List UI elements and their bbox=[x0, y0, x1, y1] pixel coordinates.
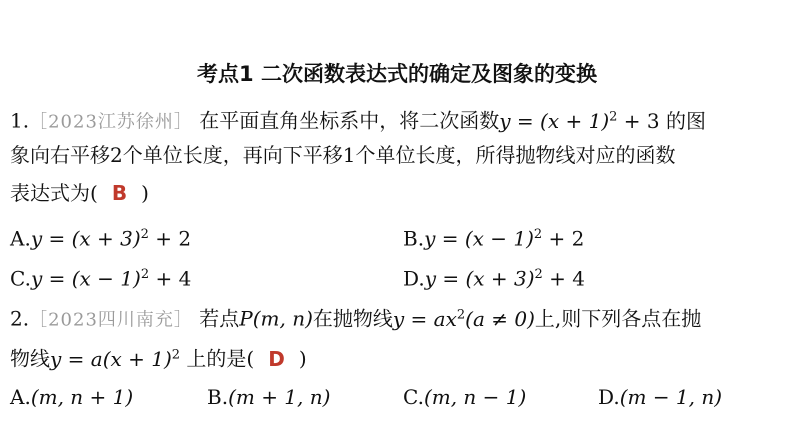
q2-source: ［2023四川南充］ bbox=[29, 309, 193, 331]
q1-answer: B bbox=[111, 181, 128, 205]
q2-line2: 物线$y = a(x + 1)^2$ 上的是( D ) bbox=[10, 346, 307, 371]
q2-answer: D bbox=[268, 346, 285, 371]
q1-option-c: $C.y = (x - 1)^2 + 4$ bbox=[10, 266, 192, 291]
q1-suffix: ) bbox=[141, 181, 149, 205]
q1-number: 1. bbox=[10, 108, 30, 133]
q2-point: P(m, n) bbox=[239, 306, 313, 331]
q2-line1: 2.［2023四川南充］ 若点P(m, n)在抛物线$y = ax^2(a \ne 0)$上,则下列各点在抛 bbox=[10, 306, 702, 331]
section-title: 考点1 二次函数表达式的确定及图象的变换 bbox=[197, 62, 597, 86]
q1-function-expr: $y = (x + 1)^2 + 3$ 的图 bbox=[499, 108, 706, 133]
q1-line2: 象向右平移2个单位长度，再向下平移1个单位长度，所得抛物线对应的函数 bbox=[10, 143, 676, 167]
q2-parabola: $y = ax^2(a \ne 0)$ bbox=[392, 306, 535, 331]
q2-option-c: C.(m, n − 1) bbox=[403, 385, 527, 409]
q1-line3 bbox=[10, 180, 149, 206]
q1-prefix: 表达式为( bbox=[10, 181, 98, 205]
q2-number: 2. bbox=[10, 306, 30, 331]
q2-option-d: D.(m − 1, n) bbox=[598, 385, 723, 409]
q2-expr2: $y = a(x + 1)^2$ bbox=[50, 346, 181, 371]
q1-text1: 在平面直角坐标系中，将二次函数 bbox=[199, 108, 500, 133]
q2-option-a: A.(m, n + 1) bbox=[10, 385, 134, 409]
q1-option-d: $D.y = (x + 3)^2 + 4$ bbox=[403, 266, 586, 291]
q1-option-a: $A.y = (x + 3)^2 + 2$ bbox=[10, 226, 192, 251]
q1-line1 bbox=[10, 104, 706, 136]
q1-source: ［2023江苏徐州］ bbox=[29, 111, 193, 133]
q2-option-b: B.(m + 1, n) bbox=[207, 385, 331, 409]
q1-option-b: $B.y = (x - 1)^2 + 2$ bbox=[403, 226, 585, 251]
